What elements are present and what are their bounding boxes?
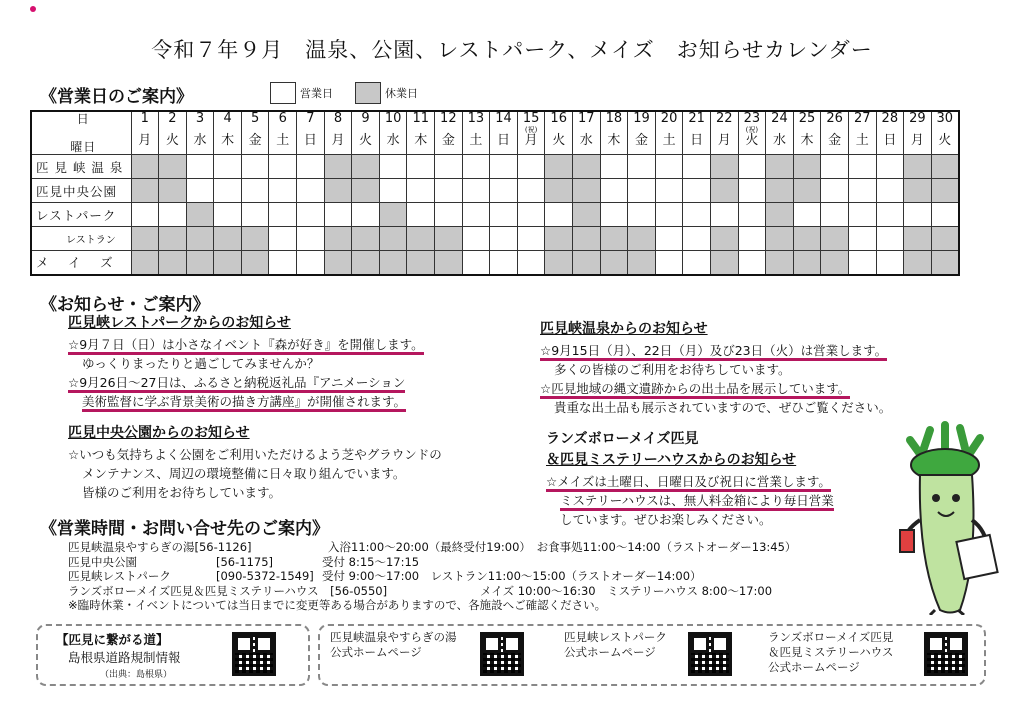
calendar-facility-row bbox=[31, 227, 959, 251]
section-business-days: 《営業日のご案内》 bbox=[40, 87, 193, 107]
calendar-cell bbox=[159, 155, 187, 179]
calendar-cell bbox=[435, 227, 463, 251]
calendar-cell bbox=[821, 155, 849, 179]
calendar-cell bbox=[517, 251, 545, 275]
notice-line: ☆9月26日～27日は、ふるさと納税返礼品『アニメーション bbox=[68, 373, 424, 392]
calendar-cell bbox=[573, 203, 601, 227]
calendar-cell bbox=[766, 251, 794, 275]
calendar-cell bbox=[269, 155, 297, 179]
calendar-cell bbox=[435, 251, 463, 275]
calendar-cell bbox=[435, 179, 463, 203]
calendar-cell bbox=[517, 227, 545, 251]
calendar-cell bbox=[600, 203, 628, 227]
calendar-cell bbox=[462, 203, 490, 227]
calendar-cell bbox=[683, 227, 711, 251]
calendar-cell bbox=[766, 155, 794, 179]
calendar-day-header: 19 金 bbox=[628, 111, 656, 155]
calendar-day-header: 29 月 bbox=[904, 111, 932, 155]
calendar-cell bbox=[435, 155, 463, 179]
calendar-cell bbox=[407, 203, 435, 227]
restpark-notice bbox=[68, 314, 424, 411]
restpark-notice-heading: 匹見峡レストパークからのお知らせ bbox=[68, 315, 291, 331]
calendar-day-header: 22 月 bbox=[710, 111, 738, 155]
calendar-cell bbox=[490, 179, 518, 203]
calendar-cell bbox=[628, 227, 656, 251]
section-hours: 《営業時間・お問い合せ先のご案内》 bbox=[40, 519, 329, 539]
hours-list bbox=[68, 540, 796, 613]
calendar-cell bbox=[683, 179, 711, 203]
park-notice bbox=[68, 424, 442, 502]
calendar-cell bbox=[269, 227, 297, 251]
calendar-cell bbox=[269, 179, 297, 203]
calendar-day-header: 18 木 bbox=[600, 111, 628, 155]
calendar-cell bbox=[793, 155, 821, 179]
restpark-hp-qr-code[interactable] bbox=[688, 632, 732, 676]
calendar-cell bbox=[710, 179, 738, 203]
calendar-cell bbox=[848, 179, 876, 203]
calendar-cell bbox=[738, 155, 766, 179]
calendar-cell bbox=[904, 251, 932, 275]
calendar-cell bbox=[655, 227, 683, 251]
maze-hp-label: ランズボローメイズ匹見 ＆匹見ミステリーハウス 公式ホームページ bbox=[768, 630, 894, 674]
calendar-cell bbox=[793, 179, 821, 203]
notice-line: 貴重な出土品も展示されていますので、ぜひご覧ください。 bbox=[554, 400, 892, 415]
calendar-cell bbox=[710, 203, 738, 227]
calendar-cell bbox=[159, 227, 187, 251]
calendar-cell bbox=[600, 155, 628, 179]
bullet-dot bbox=[30, 6, 36, 12]
calendar-cell bbox=[186, 179, 214, 203]
notice-line: 多くの皆様のご利用をお待ちしています。 bbox=[554, 362, 791, 377]
calendar-cell bbox=[214, 179, 242, 203]
calendar-cell bbox=[324, 203, 352, 227]
legend-closed-label: 休業日 bbox=[385, 87, 418, 100]
calendar-cell bbox=[904, 203, 932, 227]
calendar-cell bbox=[931, 155, 959, 179]
calendar-cell bbox=[159, 203, 187, 227]
calendar-cell bbox=[297, 203, 325, 227]
calendar-cell bbox=[848, 155, 876, 179]
calendar-cell bbox=[490, 155, 518, 179]
calendar-cell bbox=[793, 203, 821, 227]
calendar-day-header: 16 火 bbox=[545, 111, 573, 155]
calendar-cell bbox=[904, 179, 932, 203]
calendar-cell bbox=[159, 179, 187, 203]
calendar-day-header: 28 日 bbox=[876, 111, 904, 155]
notice-line: 皆様のご利用をお待ちしています。 bbox=[82, 485, 282, 500]
calendar-day-header: 20 土 bbox=[655, 111, 683, 155]
calendar-cell bbox=[931, 227, 959, 251]
calendar-cell bbox=[241, 203, 269, 227]
calendar-cell bbox=[490, 227, 518, 251]
restpark-hp-label: 匹見峡レストパーク 公式ホームページ bbox=[564, 630, 667, 659]
hours-row: 匹見峡温泉やすらぎの湯[56-1126] 入浴11:00～20:00（最終受付19:00） お食事処11:00～14:00（ラストオーダー13:45） bbox=[68, 540, 797, 554]
calendar-day-header: 24 水 bbox=[766, 111, 794, 155]
calendar-cell bbox=[131, 179, 159, 203]
calendar-day-header: 10 水 bbox=[379, 111, 407, 155]
calendar-cell bbox=[462, 155, 490, 179]
calendar-cell bbox=[131, 251, 159, 275]
notice-line: メンテナンス、周辺の環境整備に日々取り組んでいます。 bbox=[82, 466, 406, 481]
homepage-links-box bbox=[318, 624, 986, 686]
calendar-day-header: 21 日 bbox=[683, 111, 711, 155]
calendar-day-header: 1 月 bbox=[131, 111, 159, 155]
calendar-cell bbox=[379, 227, 407, 251]
calendar-cell bbox=[517, 155, 545, 179]
facility-name: レストラン bbox=[31, 227, 131, 251]
calendar-cell bbox=[848, 227, 876, 251]
hours-row: 匹見中央公園 [56-1175] 受付 8:15～17:15 bbox=[68, 554, 420, 569]
calendar-cell bbox=[683, 203, 711, 227]
calendar-cell bbox=[186, 155, 214, 179]
calendar-cell bbox=[517, 203, 545, 227]
maze-notice-heading-2: ＆匹見ミステリーハウスからのお知らせ bbox=[546, 452, 797, 468]
calendar-cell bbox=[214, 155, 242, 179]
notice-line: ☆9月７日（日）は小さなイベント『森が好き』を開催します。 bbox=[68, 335, 424, 354]
calendar-cell bbox=[352, 179, 380, 203]
calendar-day-header: 3 水 bbox=[186, 111, 214, 155]
notice-line: しています。ぜひお楽しみください。 bbox=[560, 512, 772, 527]
calendar-cell bbox=[766, 203, 794, 227]
calendar-day-header: 30 火 bbox=[931, 111, 959, 155]
calendar-cell bbox=[628, 179, 656, 203]
calendar-day-header: 27 土 bbox=[848, 111, 876, 155]
calendar-cell bbox=[297, 179, 325, 203]
calendar-facility-row bbox=[31, 251, 959, 275]
calendar-cell bbox=[545, 179, 573, 203]
calendar-cell bbox=[876, 251, 904, 275]
hours-note: ※臨時休業・イベントについては当日までに変更等ある場合がありますので、各施設へご確認ください。 bbox=[68, 598, 607, 613]
calendar-cell bbox=[876, 179, 904, 203]
calendar-cell bbox=[573, 155, 601, 179]
page-title: 令和７年９月 温泉、公園、レストパーク、メイズ お知らせカレンダー bbox=[151, 38, 873, 62]
calendar-cell bbox=[710, 155, 738, 179]
calendar-cell bbox=[600, 251, 628, 275]
calendar-cell bbox=[931, 251, 959, 275]
maze-notice-heading-1: ランズボローメイズ匹見 bbox=[546, 431, 699, 447]
hours-row: 匹見峡レストパーク [090-5372-1549] 受付 9:00～17:00 レストラン11:00～15:00（ラストオーダー14:00） bbox=[68, 569, 702, 584]
calendar-cell bbox=[131, 155, 159, 179]
legend-open-label: 営業日 bbox=[300, 87, 333, 100]
calendar-cell bbox=[655, 251, 683, 275]
calendar-cell bbox=[352, 203, 380, 227]
calendar-cell bbox=[186, 251, 214, 275]
calendar-cell bbox=[435, 203, 463, 227]
calendar-cell bbox=[517, 179, 545, 203]
calendar-cell bbox=[159, 251, 187, 275]
calendar-facility-row bbox=[31, 203, 959, 227]
calendar-cell bbox=[600, 179, 628, 203]
calendar-cell bbox=[352, 251, 380, 275]
calendar-facility-row bbox=[31, 155, 959, 179]
calendar-cell bbox=[214, 227, 242, 251]
maze-notice bbox=[546, 430, 834, 529]
maze-hp-qr-code[interactable] bbox=[924, 632, 968, 676]
calendar-cell bbox=[821, 203, 849, 227]
onsen-notice-heading: 匹見峡温泉からのお知らせ bbox=[540, 321, 708, 337]
business-day-calendar bbox=[30, 110, 960, 276]
road-info-qr-code[interactable] bbox=[232, 632, 276, 676]
calendar-cell bbox=[545, 155, 573, 179]
calendar-cell bbox=[766, 179, 794, 203]
calendar-cell bbox=[490, 251, 518, 275]
calendar-cell bbox=[324, 179, 352, 203]
calendar-cell bbox=[931, 179, 959, 203]
calendar-day-header: 15 (祝) 月 bbox=[517, 111, 545, 155]
calendar-cell bbox=[297, 251, 325, 275]
hours-row: ランズボローメイズ匹見＆匹見ミステリーハウス [56-0550] メイズ 10:00～16:30 ミステリーハウス 8:00～17:00 bbox=[68, 583, 773, 598]
calendar-cell bbox=[352, 227, 380, 251]
calendar-cell bbox=[683, 251, 711, 275]
calendar-cell bbox=[628, 203, 656, 227]
onsen-hp-label: 匹見峡温泉やすらぎの湯 公式ホームページ bbox=[330, 630, 457, 659]
calendar-cell bbox=[462, 227, 490, 251]
facility-name: 匹 見 峡 温 泉 bbox=[31, 155, 131, 179]
calendar-day-header: 13 土 bbox=[462, 111, 490, 155]
calendar-cell bbox=[738, 203, 766, 227]
road-info-box bbox=[36, 624, 310, 686]
calendar-cell bbox=[876, 227, 904, 251]
calendar-day-header: 9 火 bbox=[352, 111, 380, 155]
calendar-cell bbox=[269, 251, 297, 275]
calendar-header-label: 日 曜日 bbox=[31, 111, 131, 155]
calendar-cell bbox=[214, 251, 242, 275]
calendar-cell bbox=[821, 251, 849, 275]
calendar-cell bbox=[352, 155, 380, 179]
facility-name: メ イ ズ bbox=[31, 251, 131, 275]
calendar-cell bbox=[297, 227, 325, 251]
calendar-day-header: 7 日 bbox=[297, 111, 325, 155]
calendar-cell bbox=[379, 251, 407, 275]
calendar-cell bbox=[683, 155, 711, 179]
calendar-day-header: 23 (祝) 火 bbox=[738, 111, 766, 155]
calendar-cell bbox=[407, 227, 435, 251]
calendar-cell bbox=[766, 227, 794, 251]
calendar-cell bbox=[131, 203, 159, 227]
calendar-cell bbox=[131, 227, 159, 251]
calendar-cell bbox=[490, 203, 518, 227]
legend bbox=[270, 82, 436, 104]
calendar-day-header: 17 水 bbox=[573, 111, 601, 155]
calendar-cell bbox=[186, 203, 214, 227]
calendar-cell bbox=[876, 155, 904, 179]
calendar-cell bbox=[710, 251, 738, 275]
calendar-cell bbox=[848, 251, 876, 275]
legend-open-swatch bbox=[270, 82, 296, 104]
calendar-cell bbox=[545, 251, 573, 275]
calendar-day-header: 8 月 bbox=[324, 111, 352, 155]
notice-line: ☆9月15日（月）、22日（月）及び23日（火）は営業します。 bbox=[540, 341, 891, 360]
calendar-cell bbox=[655, 155, 683, 179]
calendar-day-header: 12 金 bbox=[435, 111, 463, 155]
calendar-cell bbox=[793, 227, 821, 251]
calendar-cell bbox=[628, 155, 656, 179]
calendar-day-header: 11 木 bbox=[407, 111, 435, 155]
calendar-cell bbox=[821, 179, 849, 203]
calendar-cell bbox=[738, 227, 766, 251]
section-notices: 《お知らせ・ご案内》 bbox=[40, 295, 210, 315]
onsen-hp-qr-code[interactable] bbox=[480, 632, 524, 676]
legend-closed-swatch bbox=[355, 82, 381, 104]
calendar-cell bbox=[904, 227, 932, 251]
calendar-cell bbox=[655, 203, 683, 227]
facility-name: 匹見中央公園 bbox=[31, 179, 131, 203]
calendar-cell bbox=[379, 155, 407, 179]
park-notice-heading: 匹見中央公園からのお知らせ bbox=[68, 425, 250, 441]
wasabi-mascot-illustration bbox=[890, 420, 1000, 615]
road-info-source: （出典：島根県） bbox=[100, 670, 173, 680]
calendar-day-header: 5 金 bbox=[241, 111, 269, 155]
calendar-cell bbox=[407, 155, 435, 179]
notice-line: 美術監督に学ぶ背景美術の描き方講座』が開催されます。 bbox=[68, 392, 424, 411]
calendar-day-header: 25 木 bbox=[793, 111, 821, 155]
notice-line: ☆匹見地域の縄文遺跡からの出土品を展示しています。 bbox=[540, 379, 891, 398]
calendar-cell bbox=[241, 227, 269, 251]
calendar-cell bbox=[462, 251, 490, 275]
calendar-cell bbox=[324, 251, 352, 275]
calendar-cell bbox=[462, 179, 490, 203]
road-info-title: 【匹見に繋がる道】 bbox=[56, 632, 169, 647]
calendar-cell bbox=[214, 203, 242, 227]
calendar-cell bbox=[628, 251, 656, 275]
calendar-cell bbox=[545, 227, 573, 251]
calendar-cell bbox=[931, 203, 959, 227]
calendar-cell bbox=[573, 179, 601, 203]
calendar-cell bbox=[297, 155, 325, 179]
calendar-facility-row bbox=[31, 179, 959, 203]
calendar-cell bbox=[600, 227, 628, 251]
calendar-cell bbox=[738, 179, 766, 203]
calendar-cell bbox=[545, 203, 573, 227]
calendar-cell bbox=[324, 155, 352, 179]
calendar-day-header: 4 木 bbox=[214, 111, 242, 155]
onsen-notice bbox=[540, 320, 891, 417]
calendar-cell bbox=[241, 155, 269, 179]
calendar-cell bbox=[241, 251, 269, 275]
calendar-day-header: 2 火 bbox=[159, 111, 187, 155]
notice-line: ゆっくりまったりと過ごしてみませんか？ bbox=[82, 356, 320, 371]
calendar-cell bbox=[324, 227, 352, 251]
calendar-cell bbox=[848, 203, 876, 227]
calendar-day-header: 6 土 bbox=[269, 111, 297, 155]
calendar-cell bbox=[738, 251, 766, 275]
calendar-cell bbox=[186, 227, 214, 251]
calendar-cell bbox=[904, 155, 932, 179]
calendar-cell bbox=[793, 251, 821, 275]
calendar-cell bbox=[821, 227, 849, 251]
calendar-day-header: 14 日 bbox=[490, 111, 518, 155]
calendar-cell bbox=[241, 179, 269, 203]
calendar-cell bbox=[573, 251, 601, 275]
calendar-cell bbox=[269, 203, 297, 227]
calendar-day-header: 26 金 bbox=[821, 111, 849, 155]
calendar-cell bbox=[407, 251, 435, 275]
notice-line: ☆いつも気持ちよく公園をご利用いただけるよう芝やグラウンドの bbox=[68, 447, 442, 462]
road-info-text: 島根県道路規制情報 bbox=[68, 650, 181, 665]
facility-name: レストパーク bbox=[31, 203, 131, 227]
calendar-cell bbox=[407, 179, 435, 203]
calendar-cell bbox=[379, 179, 407, 203]
notice-line: ☆メイズは土曜日、日曜日及び祝日に営業します。 bbox=[546, 472, 834, 491]
calendar-cell bbox=[710, 227, 738, 251]
calendar-cell bbox=[655, 179, 683, 203]
notice-line: ミステリーハウスは、無人料金箱により毎日営業 bbox=[546, 491, 834, 510]
calendar-cell bbox=[573, 227, 601, 251]
calendar-cell bbox=[379, 203, 407, 227]
calendar-cell bbox=[876, 203, 904, 227]
